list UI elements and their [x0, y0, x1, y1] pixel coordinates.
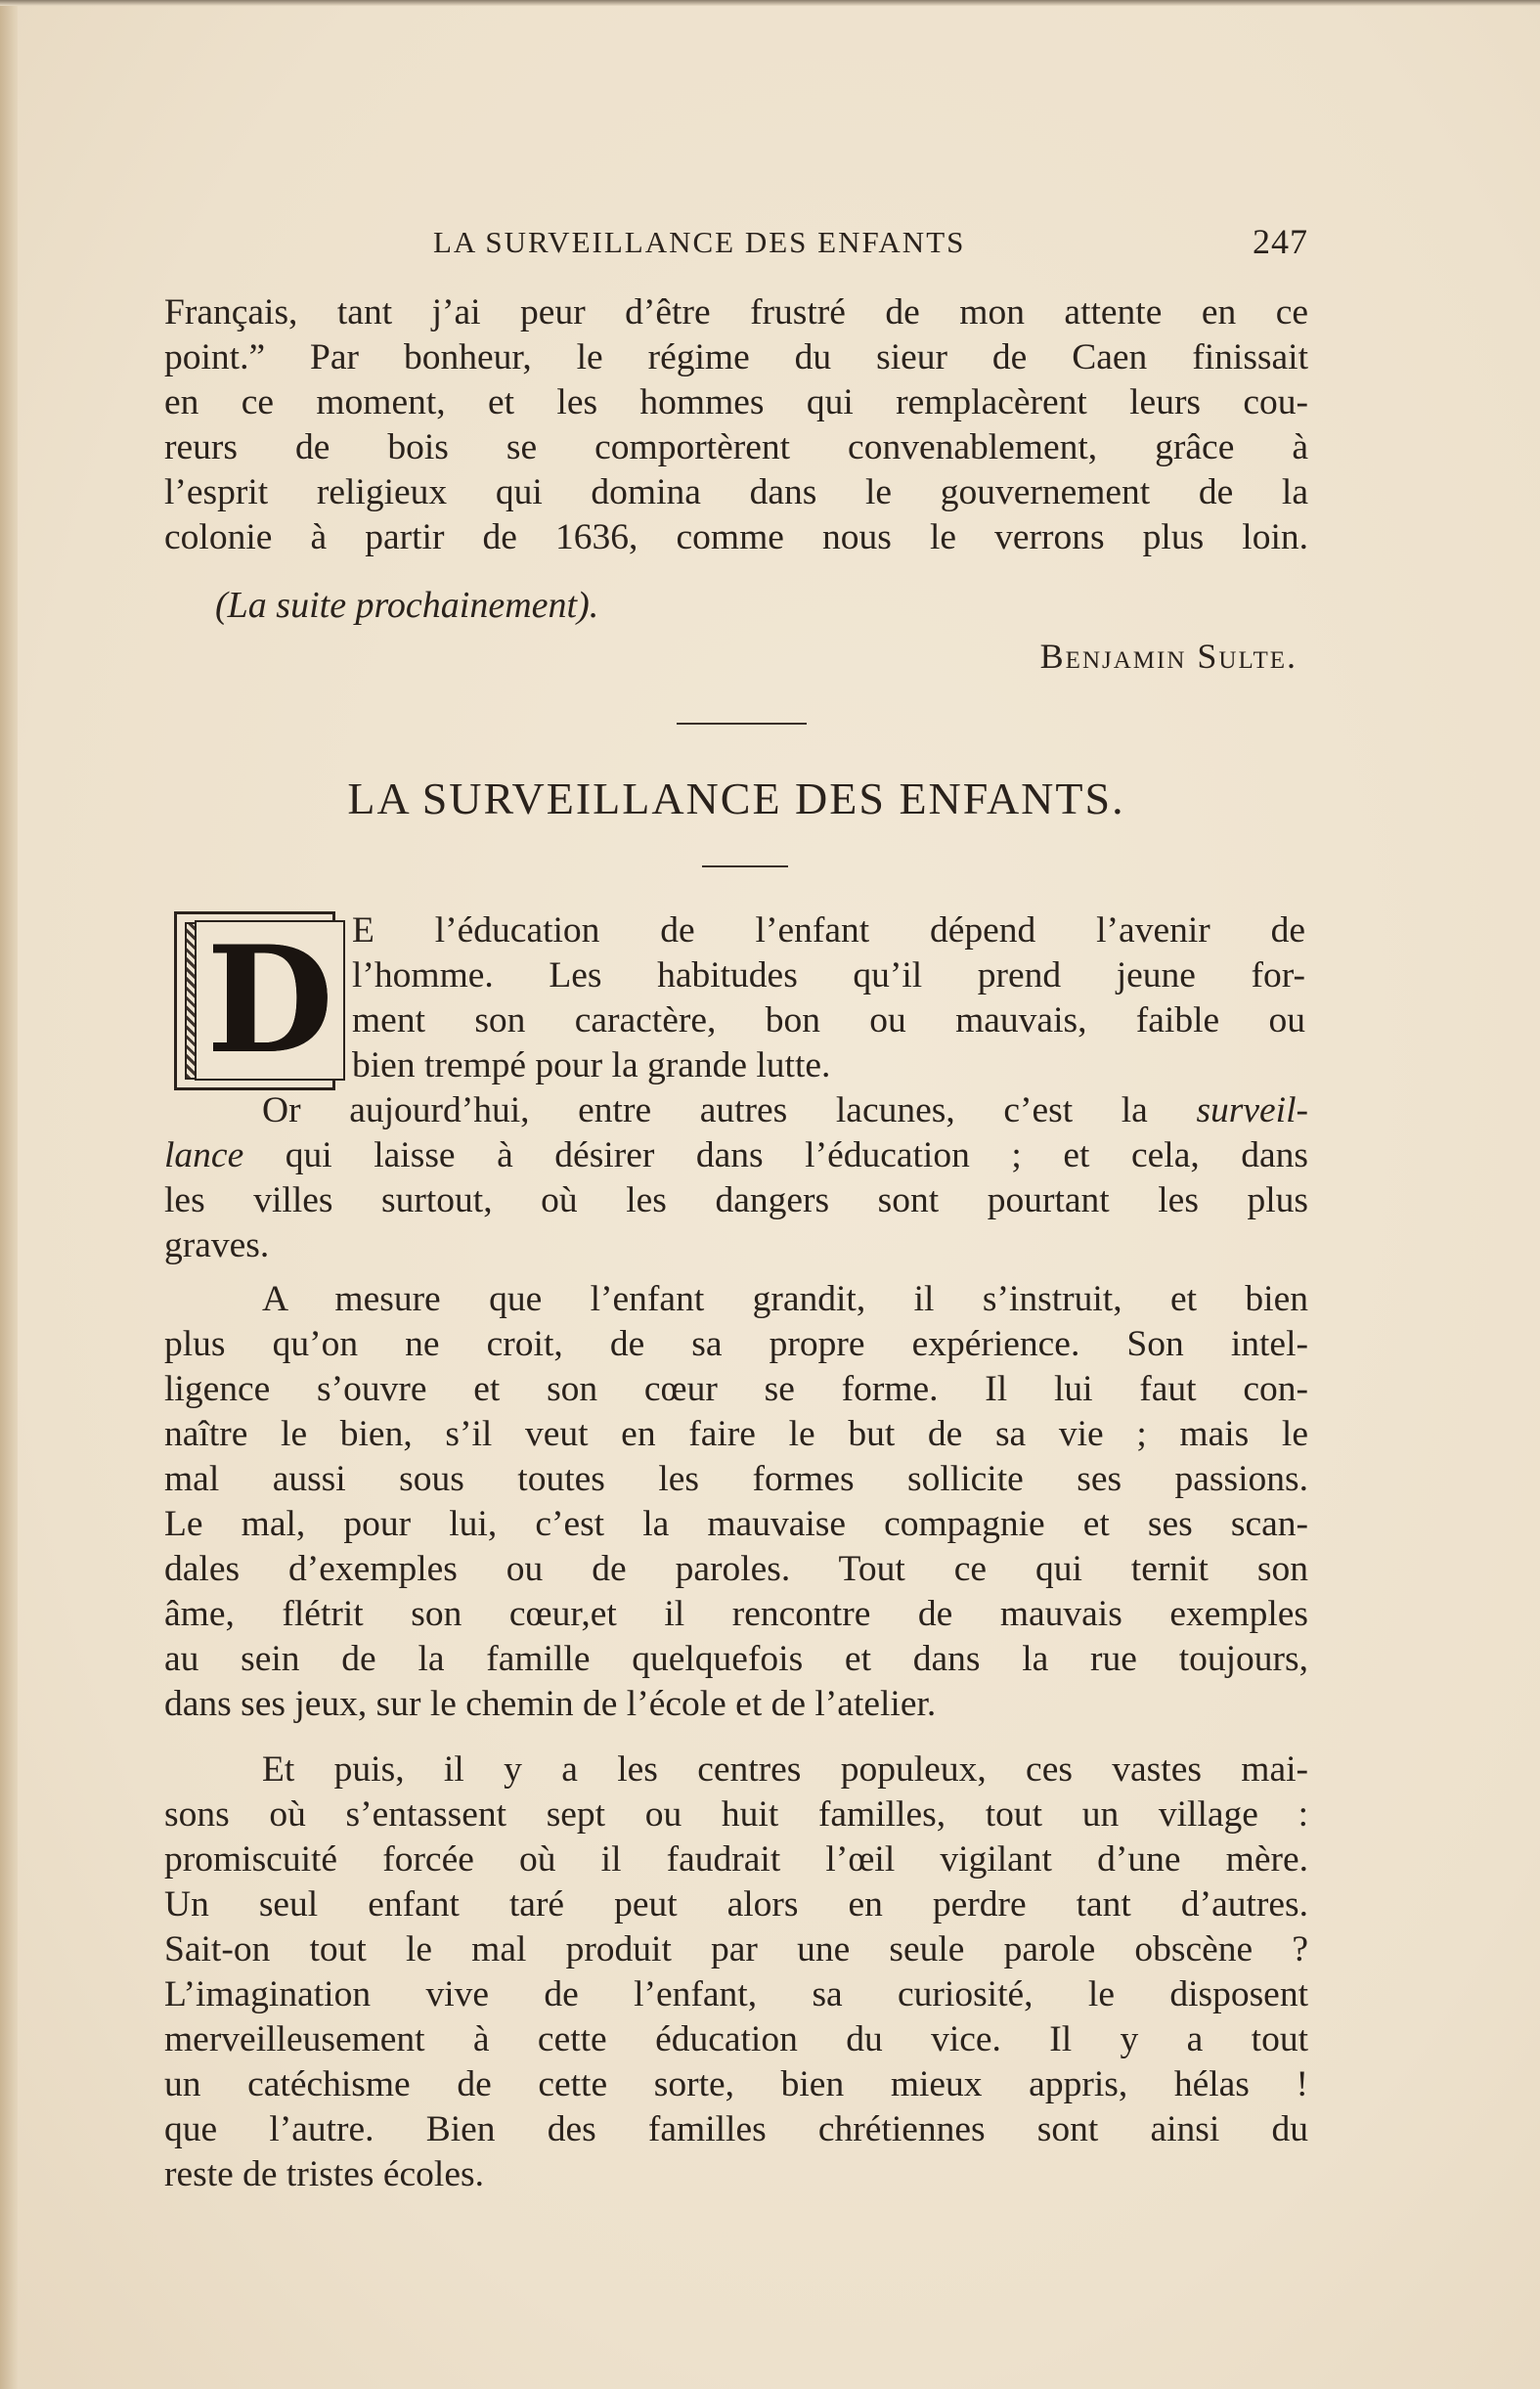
- article-title: LA SURVEILLANCE DES ENFANTS.: [347, 774, 1125, 823]
- emphasis-text: lance: [164, 1135, 244, 1175]
- text-line: ligence s’ouvre et son cœur se forme. Il lui faut con-: [164, 1369, 1308, 1409]
- author-signature: Benjamin Sulte.: [1039, 637, 1298, 676]
- text-line: E l’éducation de l’enfant dépend l’avenir de: [352, 910, 1305, 951]
- text-line: ment son caractère, bon ou mauvais, faible ou: [352, 1000, 1305, 1040]
- text-line: mal aussi sous toutes les formes sollicite ses passions.: [164, 1459, 1308, 1499]
- text-line: que l’autre. Bien des familles chrétiennes sont ainsi du: [164, 2109, 1308, 2149]
- text-line: [164, 1088, 1308, 1133]
- previous-article-ending: [164, 290, 1308, 560]
- running-head-title: LA SURVEILLANCE DES ENFANTS: [433, 225, 966, 259]
- text-line: promiscuité forcée où il faudrait l’œil vigilant d’une mère.: [164, 1839, 1308, 1880]
- ornamental-dropcap: [174, 911, 335, 1090]
- text-line: [164, 1133, 1308, 1178]
- text-line: Le mal, pour lui, c’est la mauvaise compagnie et ses scan-: [164, 1504, 1308, 1544]
- text-line: plus qu’on ne croit, de sa propre expérience. Son intel-: [164, 1324, 1308, 1364]
- title-divider: [702, 865, 788, 867]
- text-line: A mesure que l’enfant grandit, il s’instruit, et bien: [262, 1279, 1308, 1319]
- paragraph-3: [164, 1748, 1308, 2197]
- text-line: au sein de la famille quelquefois et dans la rue toujours,: [164, 1639, 1308, 1679]
- text-line: dans ses jeux, sur le chemin de l’école et de l’atelier.: [164, 1684, 937, 1724]
- text-line: naître le bien, s’il veut en faire le but de sa vie ; mais le: [164, 1414, 1308, 1454]
- text-line: Français, tant j’ai peur d’être frustré de mon attente en ce: [164, 292, 1308, 332]
- dropcap-letter: D: [195, 920, 345, 1081]
- text-line: graves.: [164, 1225, 270, 1265]
- text-line: L’imagination vive de l’enfant, sa curiosité, le disposent: [164, 1974, 1308, 2014]
- section-divider: [677, 723, 807, 725]
- text-line: Sait-on tout le mal produit par une seule parole obscène ?: [164, 1929, 1308, 1969]
- text-line: merveilleusement à cette éducation du vice. Il y a tout: [164, 2019, 1308, 2059]
- text-line: reste de tristes écoles.: [164, 2154, 484, 2194]
- text-line: Et puis, il y a les centres populeux, ces vastes mai-: [262, 1749, 1308, 1790]
- paragraph-2: [164, 1277, 1308, 1727]
- page-left-edge: [0, 0, 18, 2389]
- page-top-edge: [0, 0, 1540, 6]
- text-line: âme, flétrit son cœur,et il rencontre de mauvais exemples: [164, 1594, 1308, 1634]
- text-line: dales d’exemples ou de paroles. Tout ce qui ternit son: [164, 1549, 1308, 1589]
- paragraph-1: [352, 908, 1305, 1088]
- text-run: Or aujourd’hui, entre autres lacunes, c’est la: [262, 1090, 1197, 1130]
- text-line: bien trempé pour la grande lutte.: [352, 1045, 831, 1085]
- text-line: un catéchisme de cette sorte, bien mieux appris, hélas !: [164, 2064, 1308, 2104]
- running-head: [164, 217, 1308, 266]
- text-line: sons où s’entassent sept ou huit familles, tout un village :: [164, 1794, 1308, 1835]
- paragraph-1b: [164, 1088, 1308, 1268]
- text-line: l’homme. Les habitudes qu’il prend jeune for-: [352, 955, 1305, 995]
- text-line: les villes surtout, où les dangers sont pourtant les plus: [164, 1180, 1308, 1220]
- text-line: colonie à partir de 1636, comme nous le verrons plus loin.: [164, 517, 1308, 557]
- to-be-continued-note: (La suite prochainement).: [215, 585, 599, 626]
- emphasis-text: surveil-: [1196, 1090, 1308, 1130]
- page-number: 247: [1253, 222, 1308, 261]
- text-line: point.” Par bonheur, le régime du sieur de Caen finissait: [164, 337, 1308, 377]
- text-run: qui laisse à désirer dans l’éducation ; et cela, dans: [243, 1135, 1308, 1175]
- text-line: reurs de bois se comportèrent convenablement, grâce à: [164, 427, 1308, 467]
- text-line: en ce moment, et les hommes qui remplacèrent leurs cou-: [164, 382, 1308, 422]
- text-line: l’esprit religieux qui domina dans le gouvernement de la: [164, 472, 1308, 512]
- text-line: Un seul enfant taré peut alors en perdre tant d’autres.: [164, 1884, 1308, 1924]
